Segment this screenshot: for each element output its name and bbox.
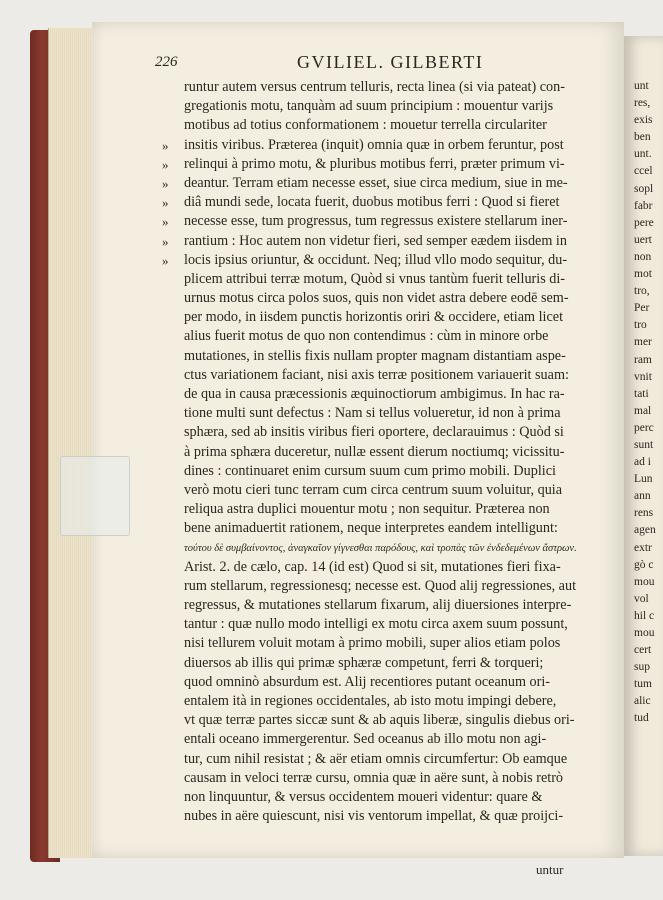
fragment-line: ram <box>634 353 652 366</box>
text-line <box>162 596 602 615</box>
running-title: GVILIEL. GILBERTI <box>297 52 484 72</box>
text-line <box>162 327 602 346</box>
fragment-line: mer <box>634 336 652 349</box>
text-line <box>162 78 602 97</box>
line-text: ctus variationem faciant, nisi axis terræ positionem variauerit suam: <box>184 366 569 383</box>
fragment-line: agen <box>634 524 656 537</box>
fragment-line: vnit <box>634 370 652 383</box>
fragment-line: unt. <box>634 148 652 161</box>
fragment-line: alic <box>634 695 651 708</box>
quote-marker: » <box>162 175 169 191</box>
text-line <box>162 232 602 251</box>
line-text: runtur autem versus centrum telluris, recta linea (si via pateat) con- <box>184 79 565 95</box>
line-text: de qua in causa præcessionis æquinoctiorum ambigimus. In hac ra- <box>184 386 565 402</box>
line-text: quod omninò absurdum est. Alij recentiores putant oceanum ori- <box>184 673 551 690</box>
text-line <box>162 634 602 653</box>
line-text: verò motu cieri tunc terram cum circa centrum suum voluitur, quia <box>184 481 563 498</box>
text-line <box>162 481 602 500</box>
line-text: reliqua astra duplici mouentur motu ; non sequitur. Præterea non <box>184 501 550 518</box>
line-text: nisi tellurem voluit motam à primo mobili, super alios etiam polos <box>184 635 561 652</box>
line-text: necesse esse, tum progressus, tum regressus existere stellarum iner- <box>184 213 568 230</box>
fragment-line: tum <box>634 678 652 691</box>
catchword: untur <box>536 862 564 877</box>
fragment-line: tud <box>634 712 649 725</box>
quote-marker: » <box>162 252 169 268</box>
line-text: alius fuerit motus de quo non contendimus : cùm in minore orbe <box>184 328 549 345</box>
line-text: dines : continuaret enim cursum suum cum primo mobili. Duplici <box>184 462 556 479</box>
text-line <box>162 193 602 212</box>
fragment-line: gò c <box>634 558 654 571</box>
fragment-line: fabr <box>634 199 653 212</box>
line-text: Arist. 2. de cælo, cap. 14 (id est) Quod si sit, mutationes fieri fixa- <box>184 558 561 575</box>
text-line <box>162 270 602 289</box>
fragment-line: tati <box>634 387 649 400</box>
line-text: rantium : Hoc autem non videtur fieri, sed semper eædem iisdem in <box>184 232 567 249</box>
line-text: τούτου δὲ συμβαίνοντος, ἀναγκαῖον γίγνεσθαι παρόδους, καὶ τροπὰς τῶν ἐνδεδεμένων ἄστρων. <box>184 542 577 554</box>
line-text: plicem attribui terræ motum, Quòd si vnus tantùm fuerit telluris di- <box>184 270 566 287</box>
fragment-line: unt <box>634 80 649 92</box>
text-line <box>162 769 602 788</box>
page-number: 226 <box>155 54 178 70</box>
line-text: diuersos ab illis qui primæ sphæræ competunt, ferri & torqueri; <box>184 654 544 671</box>
line-text: tantur : quæ nullo modo intelligi ex motu circa axem suum possunt, <box>184 616 568 633</box>
right-page-fragments <box>624 36 663 728</box>
quote-marker: » <box>162 195 169 211</box>
line-text: nubes in aëre quiescunt, nisi vis ventorum impellat, & quæ proijci- <box>184 808 564 825</box>
fragment-line: mou <box>634 627 655 639</box>
line-text: à prima sphæra duceretur, nullæ essent dierum noctiumq; vicissitu- <box>184 443 565 460</box>
text-line <box>162 730 602 749</box>
text-line <box>162 577 602 596</box>
text-line <box>162 289 602 308</box>
line-text: entali oceano immergerentur. Sed oceanus ab illo motu non agi- <box>184 731 547 748</box>
line-text: per modo, in iisdem punctis horizontis oriri & occidere, etiam licet <box>184 309 564 326</box>
quote-marker: » <box>162 156 169 172</box>
fragment-line: rens <box>634 507 654 520</box>
text-line <box>162 443 602 462</box>
fragment-line: sunt <box>634 438 654 451</box>
line-text: mutationes, in stellis fixis nullam propter magnam distantiam aspe- <box>184 347 566 364</box>
text-line <box>162 366 602 385</box>
text-line <box>162 654 602 673</box>
line-text: motibus ad totius conformationem : mouetur terrella circulariter <box>184 117 547 134</box>
line-text: urnus motus circa polos suos, quis non videt astra debere eodē sem- <box>184 290 569 307</box>
right-page-edge <box>624 36 663 856</box>
line-text: vt quæ terræ partes siccæ sunt & ab aquis liberæ, singulis diebus ori- <box>184 712 575 729</box>
text-line <box>162 136 602 155</box>
text-line <box>162 116 602 135</box>
text-line <box>162 692 602 711</box>
text-line <box>162 519 602 538</box>
text-line <box>162 423 602 442</box>
text-line <box>162 212 602 231</box>
line-text: tur, cum nihil resistat ; & aër etiam omnis circumfertur: Ob eamque <box>184 750 568 767</box>
quote-marker: » <box>162 137 169 153</box>
page-header <box>155 52 555 76</box>
fragment-line: ccel <box>634 165 653 178</box>
text-line <box>162 155 602 174</box>
text-line <box>162 385 602 404</box>
fragment-line: vol <box>634 592 649 605</box>
fragment-line: res, <box>634 97 651 110</box>
line-text: locis ipsius oriuntur, & occidunt. Neq; illud vllo modo sequitur, du- <box>184 251 568 268</box>
fragment-line: Per <box>634 302 650 315</box>
line-text: insitis viribus. Præterea (inquit) omnia quæ in orbem feruntur, post <box>184 136 564 153</box>
text-line <box>162 251 602 270</box>
fragment-line: ben <box>634 131 651 144</box>
line-text: tione multi sunt defectus : Nam si tellus volueretur, id non à prima <box>184 405 561 422</box>
fragment-line: sup <box>634 661 650 674</box>
fragment-line: tro, <box>634 285 650 298</box>
text-line <box>162 97 602 116</box>
fragment-line: perc <box>634 421 654 434</box>
fragment-line: tro <box>634 319 647 332</box>
fragment-line: uert <box>634 233 652 246</box>
line-text: gregationis motu, tanquàm ad suum principium : mouentur varijs <box>184 98 554 115</box>
line-text: deantur. Terram etiam necesse esset, siue circa medium, siue in me- <box>184 174 568 191</box>
text-line <box>162 711 602 730</box>
text-line <box>162 539 602 558</box>
line-text: bene animaduertit rationem, neque interpretes eandem intelligunt: <box>184 520 558 537</box>
text-line <box>162 462 602 481</box>
fragment-line: mou <box>634 575 655 588</box>
quote-marker: » <box>162 233 169 249</box>
fragment-line: Lun <box>634 473 653 486</box>
fragment-line: pere <box>634 216 654 229</box>
fragment-line: non <box>634 250 652 263</box>
line-text: relinqui à primo motu, & pluribus motibus ferri, præter primum vi- <box>184 155 565 172</box>
fragment-line: hil c <box>634 609 655 622</box>
fragment-line: mal <box>634 404 652 417</box>
fragment-line: ad i <box>634 456 651 469</box>
fragment-line: sopl <box>634 182 654 195</box>
page-clip <box>60 456 130 536</box>
text-line <box>162 308 602 327</box>
line-text: sphæra, sed ab insitis viribus fieri oportere, declarauimus : Quòd si <box>184 424 564 441</box>
text-line <box>162 174 602 193</box>
text-line <box>162 788 602 807</box>
line-text: non linquuntur, & versus occidentem moueri videntur: quare & <box>184 788 543 805</box>
line-text: entalem ità in regiones occidentales, ab isto motu impingi debere, <box>184 693 557 709</box>
text-line <box>162 807 602 826</box>
text-line <box>162 558 602 577</box>
text-line <box>162 750 602 769</box>
text-line <box>162 500 602 519</box>
line-text: causam in veloci terræ cursu, omnia quæ in aëre sunt, à nobis retrò <box>184 769 564 786</box>
fragment-line: exis <box>634 114 653 127</box>
quote-marker: » <box>162 214 169 230</box>
line-text: diâ mundi sede, locata fuerit, duobus motibus ferri : Quod si fieret <box>184 194 560 211</box>
text-line <box>162 615 602 634</box>
text-line <box>162 673 602 692</box>
fragment-line: ann <box>634 490 651 503</box>
line-text: rum stellarum, regressionesq; necesse est. Quod alij regressiones, aut <box>184 577 577 594</box>
fragment-line: extr <box>634 541 652 554</box>
fragment-line: mot <box>634 268 652 281</box>
text-line <box>162 347 602 366</box>
fragment-line: cert <box>634 644 652 657</box>
line-text: regressus, & mutationes stellarum fixarum, alij diuersiones interpre- <box>184 597 572 614</box>
text-line <box>162 404 602 423</box>
text-block <box>162 78 602 826</box>
